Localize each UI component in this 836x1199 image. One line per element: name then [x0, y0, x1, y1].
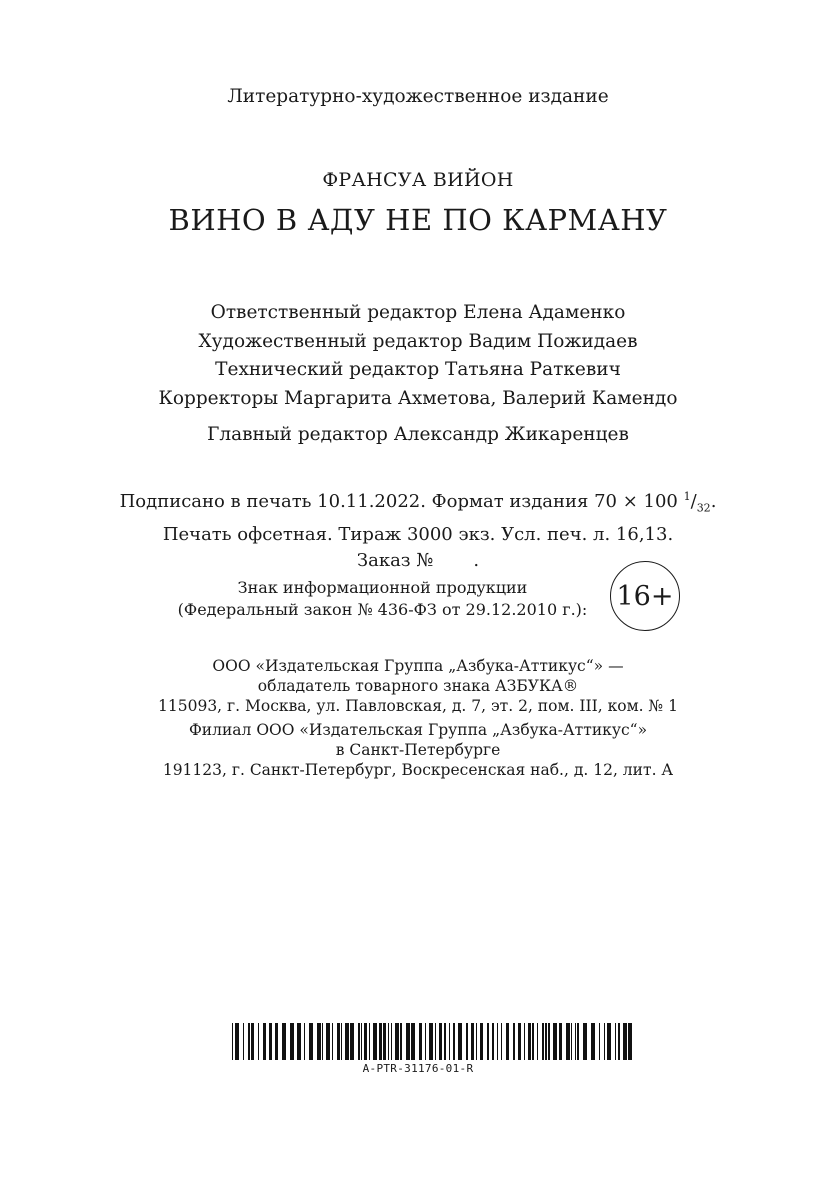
barcode-bar [388, 1023, 389, 1060]
credit-technical-editor: Технический редактор Татьяна Раткевич [215, 359, 621, 380]
publisher-line-1: ООО «Издательская Группа „Азбука-Аттикус“» — [212, 657, 624, 675]
barcode-bar [591, 1023, 595, 1060]
barcode-bar [453, 1023, 455, 1060]
barcode-bar [379, 1023, 382, 1060]
print-info-block [0, 484, 836, 574]
barcode-bar [425, 1023, 426, 1060]
barcode-bar [326, 1023, 330, 1060]
branch-line-1: Филиал ООО «Издательская Группа „Азбука-Аттикус“» [188, 721, 648, 739]
barcode-bar [476, 1023, 477, 1060]
barcode-bar [263, 1023, 266, 1060]
barcode-bar [341, 1023, 342, 1060]
print-info-line-1: Подписано в печать 10.11.2022. Формат издания 70 × 100 $^1/_{32}$. [119, 490, 717, 515]
barcode-bar [577, 1023, 579, 1060]
order-label: Заказ № [356, 549, 434, 571]
barcode-code: A-PTR-31176-01-R [362, 1062, 474, 1075]
barcode-bar [332, 1023, 333, 1060]
barcode-bar [373, 1023, 377, 1060]
barcode-bar [309, 1023, 313, 1060]
barcode-bar [251, 1023, 254, 1060]
barcode-bar [506, 1023, 509, 1060]
barcode-bar [243, 1023, 244, 1060]
barcode [232, 1023, 634, 1060]
barcode-bar [599, 1023, 600, 1060]
book-title: ВИНО В АДУ НЕ ПО КАРМАНУ [168, 203, 668, 237]
barcode-bar [466, 1023, 468, 1060]
barcode-bar [623, 1023, 627, 1060]
barcode-bar [232, 1023, 233, 1060]
barcode-bar [383, 1023, 386, 1060]
barcode-bar [553, 1023, 557, 1060]
barcode-bar [449, 1023, 450, 1060]
barcode-bar [444, 1023, 446, 1060]
barcode-bar [297, 1023, 301, 1060]
publisher-line-2: обладатель товарного знака АЗБУКА® [257, 677, 579, 695]
barcode-bar [548, 1023, 550, 1060]
credit-proofreaders: Корректоры Маргарита Ахметова, Валерий Камендо [158, 387, 678, 409]
barcode-bar [435, 1023, 436, 1060]
credit-responsible-editor: Ответственный редактор Елена Адаменко [210, 302, 626, 323]
branch-line-2: в Санкт-Петербурге [335, 741, 501, 759]
book-author: ФРАНСУА ВИЙОН [322, 169, 514, 191]
barcode-bar [317, 1023, 321, 1060]
barcode-bar [566, 1023, 570, 1060]
barcode-bar [345, 1023, 349, 1060]
barcode-bars [232, 1023, 634, 1060]
print-info-line-3: Заказ № . [356, 549, 480, 571]
barcode-bar [439, 1023, 442, 1060]
chief-editor: Главный редактор Александр Жикаренцев [207, 424, 629, 445]
info-sign-text [170, 577, 595, 621]
barcode-bar [537, 1023, 538, 1060]
barcode-bar [542, 1023, 544, 1060]
barcode-bar [282, 1023, 286, 1060]
barcode-bar [369, 1023, 370, 1060]
barcode-bar [364, 1023, 367, 1060]
print-signed-format: Подписано в печать 10.11.2022. Формат издания 70 × 100 [119, 491, 684, 512]
barcode-bar [350, 1023, 354, 1060]
barcode-bar [361, 1023, 362, 1060]
barcode-bar [400, 1023, 402, 1060]
barcode-bar [501, 1023, 502, 1060]
credit-art-editor: Художественный редактор Вадим Пожидаев [198, 330, 638, 352]
barcode-bar [513, 1023, 515, 1060]
barcode-bar [471, 1023, 474, 1060]
print-info-line-2: Печать офсетная. Тираж 3000 экз. Усл. печ. л. 16,13. [162, 523, 674, 545]
age-rating-badge: 16+ [610, 561, 680, 631]
barcode-bar [337, 1023, 340, 1060]
info-sign-line-2: (Федеральный закон № 436-ФЗ от 29.12.2010 г.): [177, 600, 588, 619]
publisher-block [0, 656, 836, 716]
barcode-bar [458, 1023, 462, 1060]
barcode-bar [235, 1023, 239, 1060]
barcode-bar [532, 1023, 534, 1060]
barcode-bar [528, 1023, 531, 1060]
publisher-address: 115093, г. Москва, ул. Павловская, д. 7, эт. 2, пом. III, ком. № 1 [158, 697, 678, 715]
barcode-bar [391, 1023, 392, 1060]
barcode-bar [395, 1023, 399, 1060]
branch-address: 191123, г. Санкт-Петербург, Воскресенская наб., д. 12, лит. А [162, 761, 674, 779]
barcode-bar [583, 1023, 587, 1060]
barcode-bar [275, 1023, 278, 1060]
barcode-bar [524, 1023, 525, 1060]
barcode-bar [304, 1023, 305, 1060]
barcode-bar [248, 1023, 250, 1060]
barcode-bar [615, 1023, 616, 1060]
format-fraction: $^1/_{32}$ [683, 490, 711, 515]
barcode-bar [411, 1023, 415, 1060]
barcode-bar [575, 1023, 576, 1060]
barcode-bar [258, 1023, 259, 1060]
barcode-bar [322, 1023, 323, 1060]
barcode-bar [559, 1023, 562, 1060]
info-sign-line-1: Знак информационной продукции [237, 578, 528, 597]
barcode-bar [429, 1023, 433, 1060]
barcode-bar [419, 1023, 422, 1060]
edition-genre: Литературно-художественное издание [227, 86, 609, 107]
barcode-bar [604, 1023, 605, 1060]
barcode-bar [518, 1023, 521, 1060]
barcode-bar [618, 1023, 620, 1060]
barcode-bar [497, 1023, 498, 1060]
barcode-bar [607, 1023, 611, 1060]
barcode-bar [545, 1023, 547, 1060]
barcode-bar [628, 1023, 632, 1060]
barcode-bar [406, 1023, 410, 1060]
barcode-bar [480, 1023, 483, 1060]
barcode-bar [487, 1023, 489, 1060]
barcode-bar [358, 1023, 360, 1060]
barcode-bar [492, 1023, 494, 1060]
barcode-bar [571, 1023, 572, 1060]
barcode-bar [290, 1023, 294, 1060]
barcode-bar [269, 1023, 272, 1060]
credits-block [0, 299, 836, 413]
branch-block [0, 720, 836, 780]
